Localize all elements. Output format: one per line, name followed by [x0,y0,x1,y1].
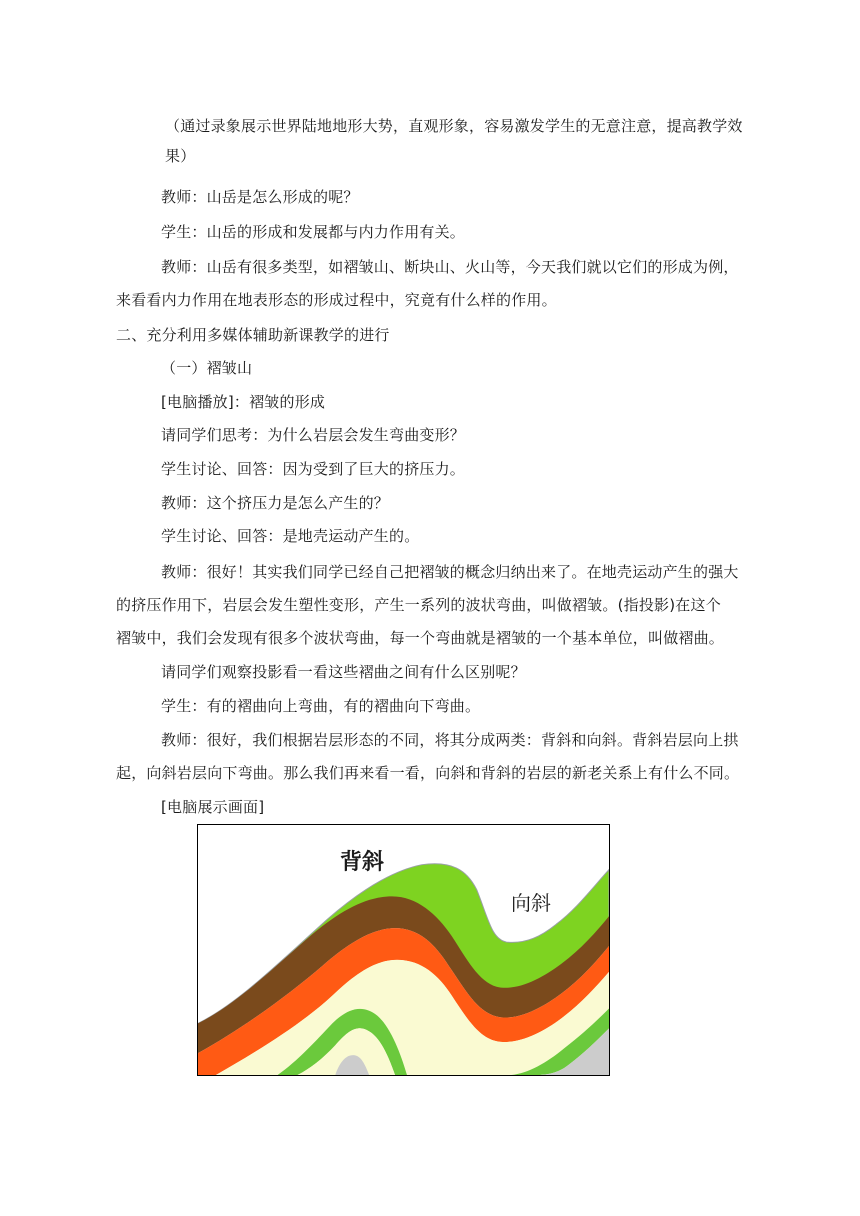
label-syncline: 向斜 [511,891,551,915]
paragraph-student-answer: 学生：山岳的形成和发展都与内力作用有关。 [161,223,466,241]
fold-diagram [197,824,610,1076]
paragraph-fold-concept-line1: 教师：很好！其实我们同学已经自己把褶皱的概念归纳出来了。在地壳运动产生的强大 [161,563,739,581]
paragraph-discuss-answer2: 学生讨论、回答：是地壳运动产生的。 [161,527,420,545]
paragraph-computer-play: [电脑播放]：褶皱的形成 [161,393,326,411]
fold-layers-svg [198,825,609,1075]
paragraph-mountain-types-line1: 教师：山岳有很多类型，如褶皱山、断块山、火山等，今天我们就以它们的形成为例， [161,258,739,276]
paragraph-fold-concept-line3: 褶皱中，我们会发现有很多个波状弯曲，每一个弯曲就是褶皱的一个基本单位，叫做褶曲。 [116,629,725,647]
paragraph-teacher-question: 教师：山岳是怎么形成的呢？ [161,188,359,206]
subsection-heading: （一）褶皱山 [161,359,253,377]
paragraph-mountain-types-line2: 来看看内力作用在地表形态的形成过程中，究竟有什么样的作用。 [116,291,557,309]
paragraph-anticline-syncline-line1: 教师：很好，我们根据岩层形态的不同，将其分成两类：背斜和向斜。背斜岩层向上拱 [161,731,739,749]
paragraph-intro-line1: （通过录象展示世界陆地地形大势，直观形象，容易激发学生的无意注意，提高教学效 [165,117,743,135]
paragraph-observe-question: 请同学们观察投影看一看这些褶曲之间有什么区别呢？ [161,663,526,681]
paragraph-student-answer2: 学生：有的褶曲向上弯曲，有的褶曲向下弯曲。 [161,697,481,715]
paragraph-teacher-question2: 教师：这个挤压力是怎么产生的？ [161,494,390,512]
label-anticline: 背斜 [340,849,385,875]
paragraph-intro-line2: 果） [165,147,196,165]
paragraph-think-question: 请同学们思考：为什么岩层会发生弯曲变形？ [161,426,466,444]
paragraph-computer-show: [电脑展示画面] [161,798,265,816]
section-heading: 二、充分利用多媒体辅助新课教学的进行 [116,326,390,344]
paragraph-anticline-syncline-line2: 起，向斜岩层向下弯曲。那么我们再来看一看，向斜和背斜的岩层的新老关系上有什么不同。 [116,764,740,782]
paragraph-discuss-answer1: 学生讨论、回答：因为受到了巨大的挤压力。 [161,460,466,478]
paragraph-fold-concept-line2: 的挤压作用下，岩层会发生塑性变形，产生一系列的波状弯曲，叫做褶皱。(指投影)在这个 [116,596,721,614]
